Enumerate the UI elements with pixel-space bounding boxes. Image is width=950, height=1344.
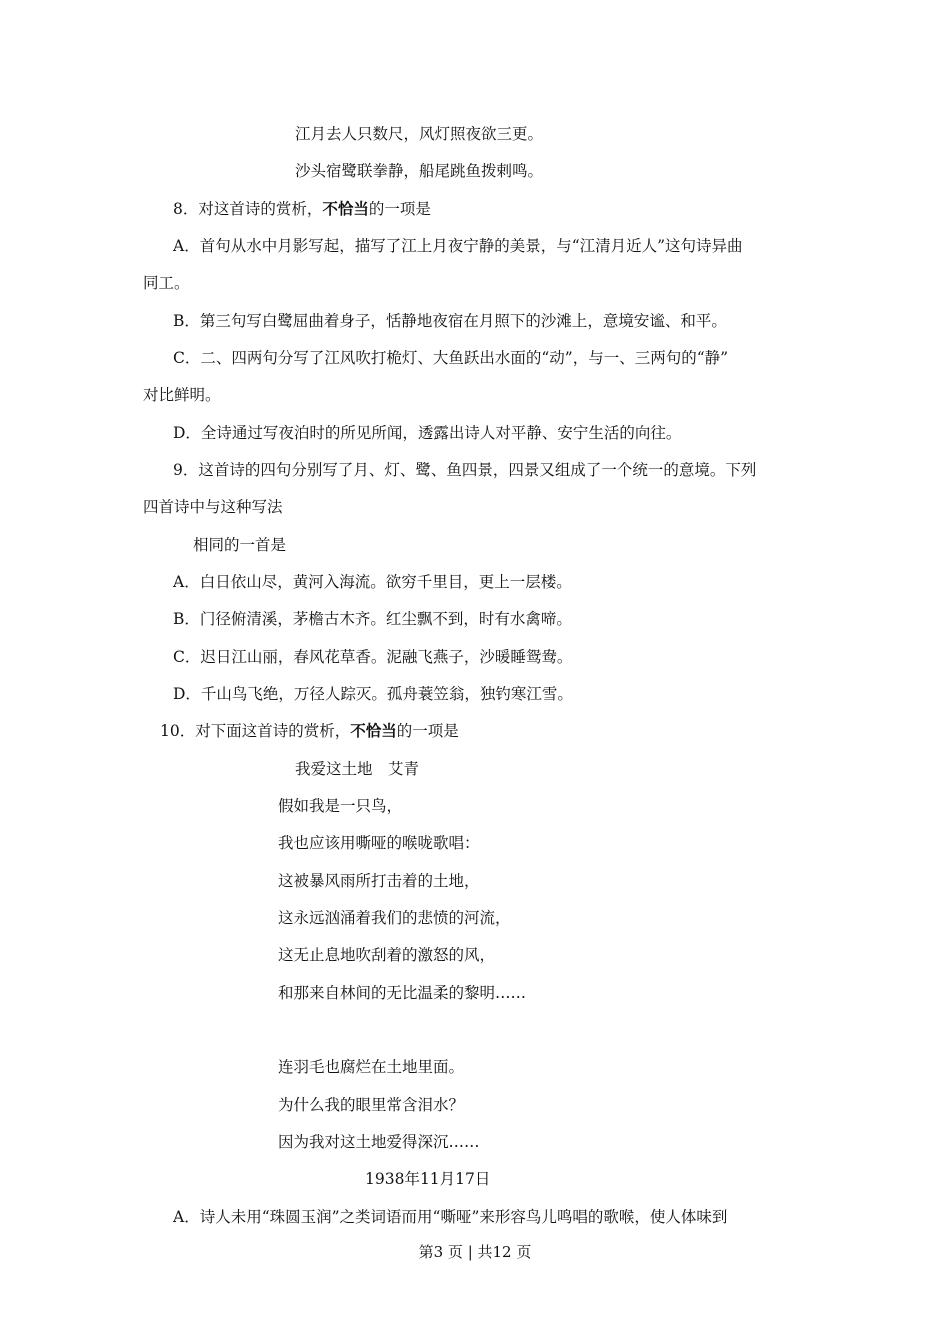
q9-option-b: B．门径俯清溪，茅檐古木齐。红尘飘不到，时有水禽啼。 — [173, 610, 572, 628]
q8-stem-post: 的一项是 — [368, 200, 431, 218]
q8-option-d: D．全诗通过写夜泊时的所见所闻，透露出诗人对平静、安宁生活的向往。 — [173, 424, 682, 442]
poem2-line: 我也应该用嘶哑的喉咙歌唱： — [278, 834, 480, 852]
poem2-line: 这被暴风雨所打击着的土地， — [278, 872, 480, 890]
poem2-line: 假如我是一只鸟， — [278, 797, 403, 815]
q9-stem-line3: 相同的一首是 — [193, 536, 287, 554]
q8-stem-pre: 8．对这首诗的赏析， — [173, 200, 323, 218]
q8-option-b: B．第三句写白鹭屈曲着身子，恬静地夜宿在月照下的沙滩上，意境安谧、和平。 — [173, 312, 727, 330]
q8-option-a-line1: A．首句从水中月影写起，描写了江上月夜宁静的美景，与“江清月近人”这句诗异曲 — [173, 237, 743, 255]
q9-option-d: D．千山鸟飞绝，万径人踪灭。孤舟蓑笠翁，独钓寒江雪。 — [173, 685, 573, 703]
q10-stem-pre: 10．对下面这首诗的赏析， — [160, 722, 351, 740]
poem2-date: 1938年11月17日 — [365, 1170, 491, 1188]
q9-stem-line1: 9．这首诗的四句分别写了月、灯、鹭、鱼四景，四景又组成了一个统一的意境。下列 — [173, 461, 757, 479]
q9-option-c: C．迟日江山丽，春风花草香。泥融飞燕子，沙暖睡鸳鸯。 — [173, 648, 573, 666]
q8-option-c-line1: C．二、四两句分写了江风吹打桅灯、大鱼跃出水面的“动”，与一、三两句的“静” — [173, 349, 729, 367]
poem2-line: 这无止息地吹刮着的激怒的风， — [278, 946, 496, 964]
page-footer: 第3 页 | 共12 页 — [418, 1243, 532, 1261]
poem2-line: 这永远汹涌着我们的悲愤的河流， — [278, 909, 511, 927]
q8-stem — [173, 199, 431, 219]
poem1-line1: 江月去人只数尺，风灯照夜欲三更。 — [295, 125, 544, 143]
q9-option-a: A．白日依山尽，黄河入海流。欲穷千里目，更上一层楼。 — [173, 573, 572, 591]
q10-stem-bold: 不恰当 — [350, 721, 397, 740]
q8-option-a-line2: 同工。 — [143, 274, 190, 292]
poem2-line: 连羽毛也腐烂在土地里面。 — [278, 1058, 465, 1076]
poem1-line2: 沙头宿鹭联拳静，船尾跳鱼拨剌鸣。 — [295, 162, 544, 180]
poem2-line: 因为我对这土地爱得深沉…… — [278, 1133, 480, 1151]
q8-option-c-line2: 对比鲜明。 — [143, 386, 221, 404]
poem2-title: 我爱这土地 艾青 — [295, 760, 420, 778]
poem2-line: 为什么我的眼里常含泪水？ — [278, 1096, 465, 1114]
q10-stem — [160, 721, 459, 741]
poem2-line: 和那来自林间的无比温柔的黎明…… — [278, 984, 527, 1002]
q10-stem-post: 的一项是 — [396, 722, 459, 740]
q10-option-a-line1: A．诗人未用“珠圆玉润”之类词语而用“嘶哑”来形容鸟儿鸣唱的歌喉，使人体味到 — [173, 1208, 728, 1226]
q9-stem-line2: 四首诗中与这种写法 — [143, 498, 283, 516]
q8-stem-bold: 不恰当 — [322, 199, 369, 218]
